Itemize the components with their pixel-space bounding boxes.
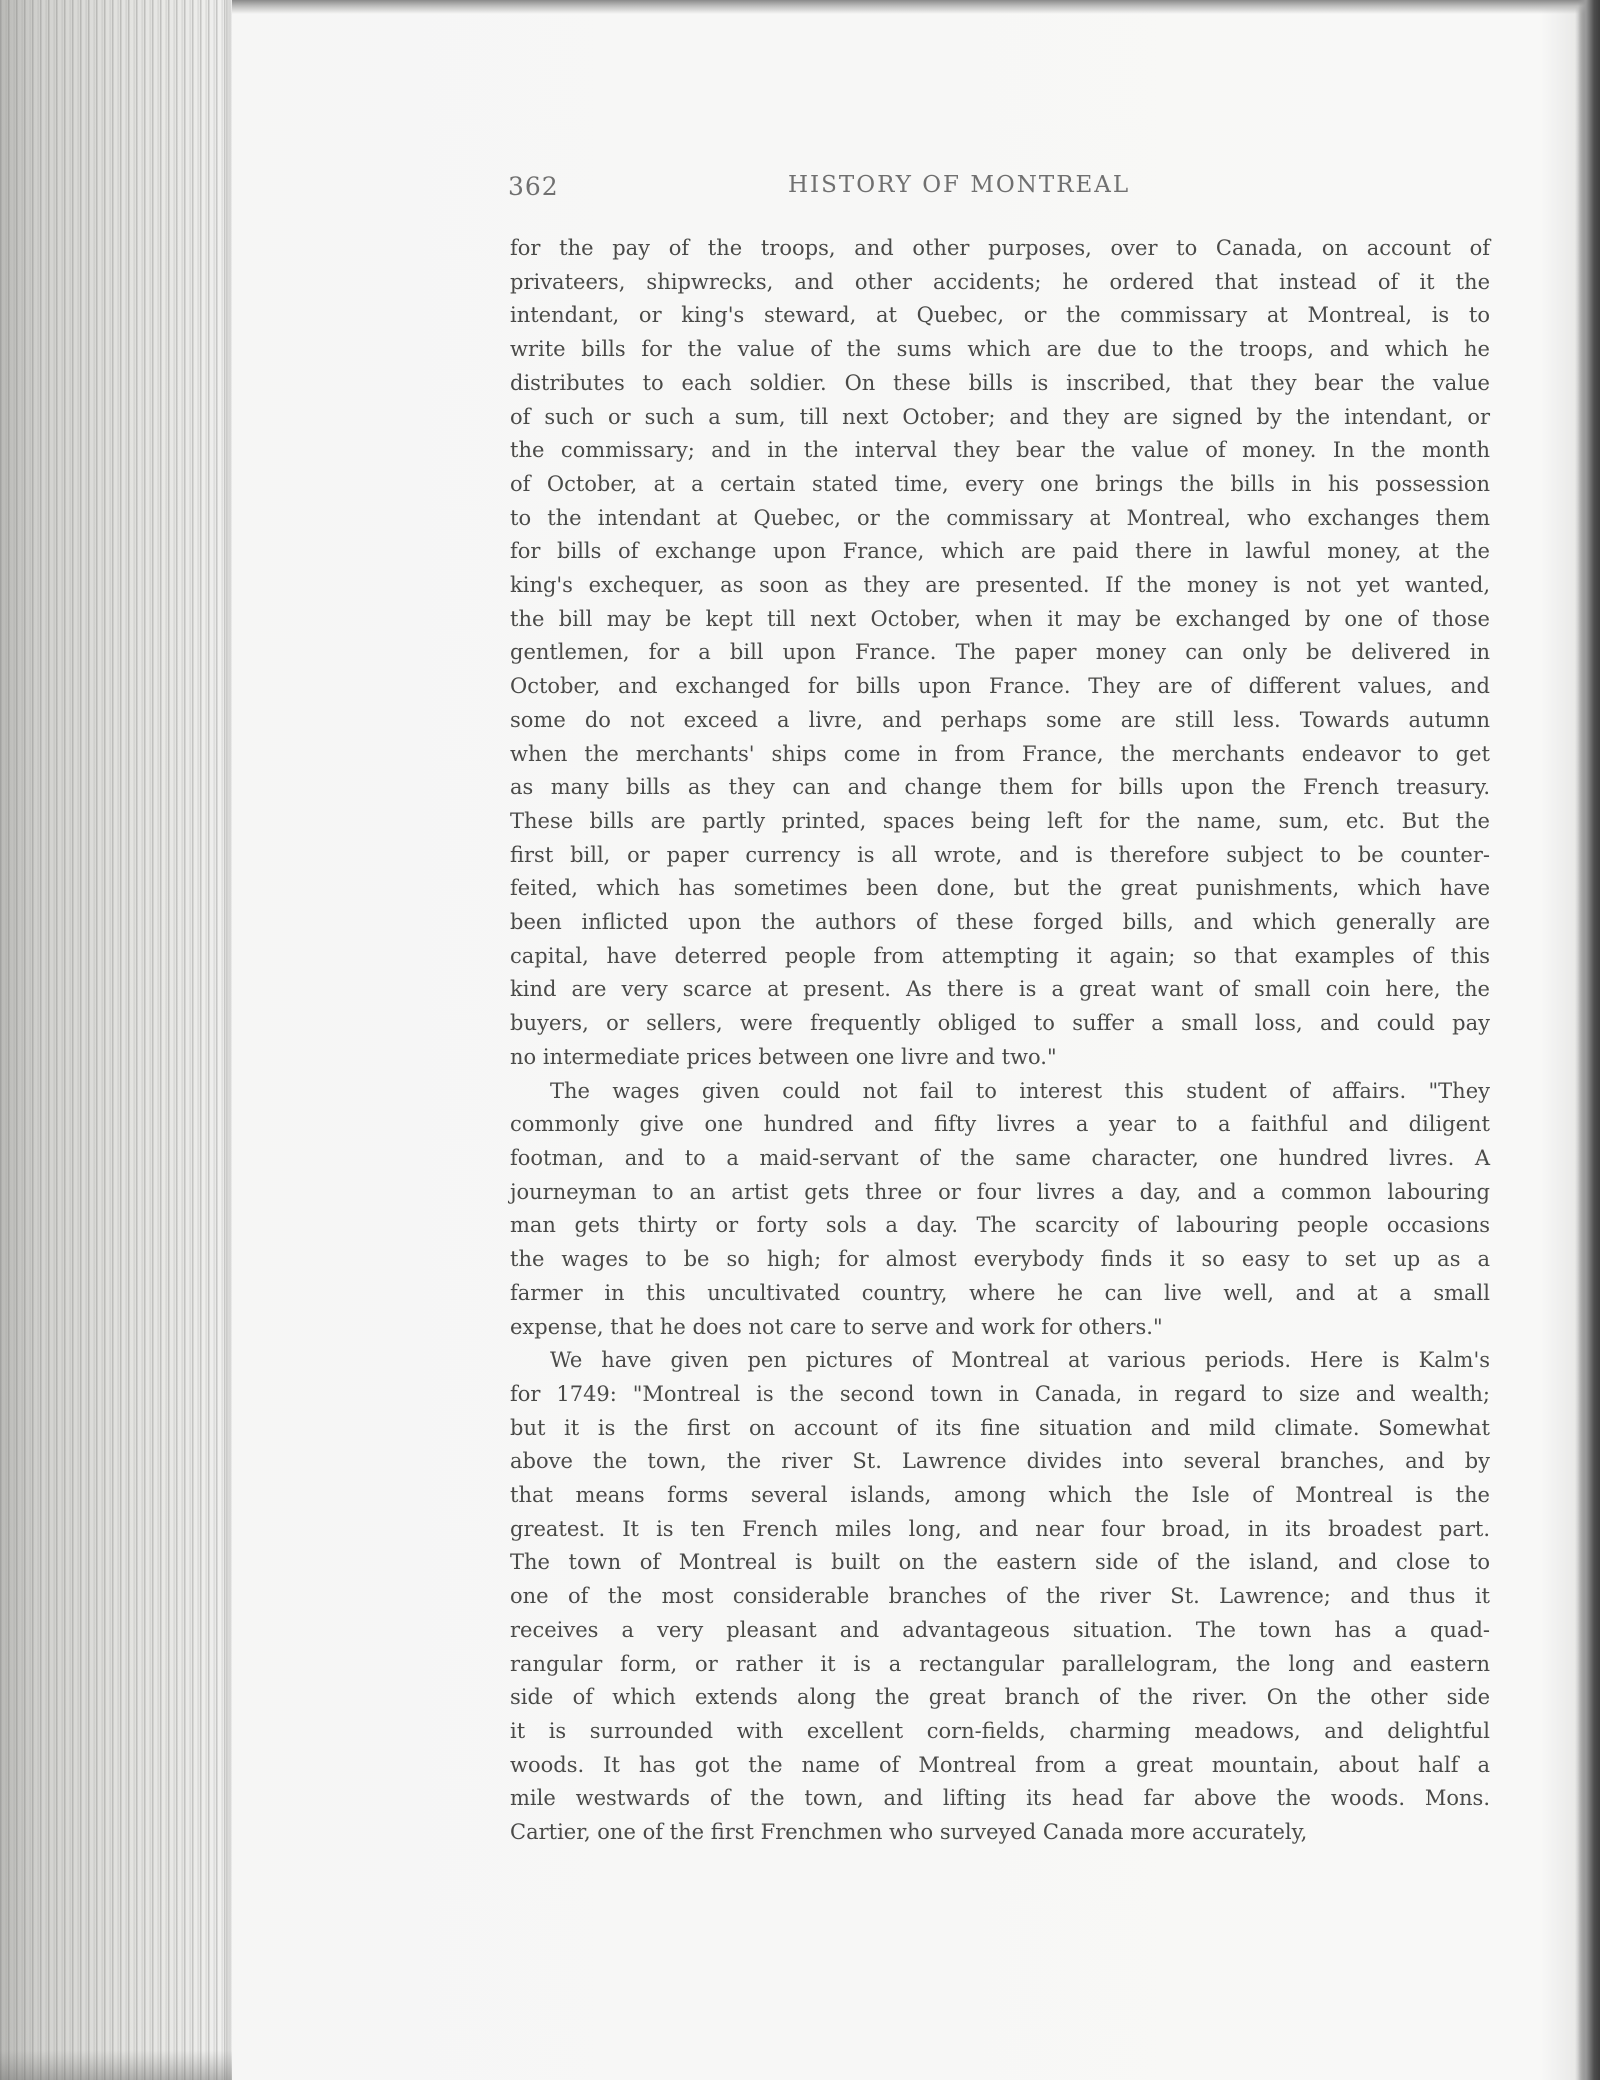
text-line: of such or such a sum, till next October; and they are signed by the intendant, or — [510, 404, 1490, 429]
text-line: above the town, the river St. Lawrence divides into several branches, and by — [510, 1449, 1490, 1474]
text-line: the bill may be kept till next October, when it may be exchanged by one of those — [510, 606, 1490, 631]
text-line: for the pay of the troops, and other purposes, over to Canada, on account of — [510, 236, 1490, 260]
scan-top-shadow — [0, 0, 1600, 14]
text-line: distributes to each soldier. On these bills is inscribed, that they bear the value — [510, 370, 1490, 395]
text-line: for bills of exchange upon France, which are paid there in lawful money, at the — [510, 539, 1490, 564]
text-line: no intermediate prices between one livre and two." — [510, 1044, 1057, 1069]
text-line: side of which extends along the great branch of the river. On the other side — [510, 1685, 1490, 1710]
text-line: gentlemen, for a bill upon France. The paper money can only be delivered in — [510, 640, 1490, 665]
running-title: HISTORY OF MONTREAL — [788, 172, 1131, 198]
text-line: king's exchequer, as soon as they are presented. If the money is not yet wanted, — [510, 573, 1490, 598]
text-line: rangular form, or rather it is a rectangular parallelogram, the long and eastern — [510, 1651, 1490, 1676]
text-line: expense, that he does not care to serve and work for others." — [510, 1314, 1163, 1339]
text-line: as many bills as they can and change them for bills upon the French treasury. — [510, 775, 1490, 800]
text-line: capital, have deterred people from attempting it again; so that examples of this — [510, 943, 1490, 968]
page-edges-bottom-shade — [0, 2050, 232, 2080]
text-line: to the intendant at Quebec, or the commissary at Montreal, who exchanges them — [510, 505, 1490, 530]
body-text — [510, 232, 1490, 1850]
text-line: The wages given could not fail to interest this student of affairs. "They — [550, 1078, 1490, 1103]
text-line: We have given pen pictures of Montreal at various periods. Here is Kalm's — [550, 1348, 1490, 1373]
text-line: woods. It has got the name of Montreal from a great mountain, about half a — [510, 1752, 1490, 1777]
text-line: intendant, or king's steward, at Quebec, or the commissary at Montreal, is to — [510, 303, 1490, 328]
text-line: of October, at a certain stated time, every one brings the bills in his possession — [510, 471, 1490, 496]
text-line: the commissary; and in the interval they bear the value of money. In the month — [510, 438, 1490, 463]
text-line: write bills for the value of the sums which are due to the troops, and which he — [510, 337, 1490, 362]
text-line: buyers, or sellers, were frequently obliged to suffer a small loss, and could pay — [510, 1011, 1490, 1036]
text-line: feited, which has sometimes been done, but the great punishments, which have — [510, 876, 1490, 901]
text-line: farmer in this uncultivated country, where he can live well, and at a small — [510, 1280, 1490, 1305]
text-line: footman, and to a maid-servant of the same character, one hundred livres. A — [510, 1145, 1490, 1170]
page-header — [508, 168, 1488, 208]
text-line: October, and exchanged for bills upon France. They are of different values, and — [510, 674, 1490, 699]
text-line: some do not exceed a livre, and perhaps some are still less. Towards autumn — [510, 707, 1490, 732]
text-line: receives a very pleasant and advantageous situation. The town has a quad- — [510, 1617, 1490, 1642]
text-line: privateers, shipwrecks, and other accidents; he ordered that instead of it the — [510, 269, 1490, 294]
text-line: journeyman to an artist gets three or four livres a day, and a common labouring — [510, 1179, 1490, 1204]
text-line: first bill, or paper currency is all wrote, and is therefore subject to be counter- — [510, 842, 1490, 867]
text-line: The town of Montreal is built on the eastern side of the island, and close to — [510, 1550, 1490, 1575]
book-spine-shadow — [1578, 0, 1600, 2080]
text-line: it is surrounded with excellent corn-fields, charming meadows, and delightful — [510, 1718, 1490, 1743]
text-line: but it is the first on account of its fine situation and mild climate. Somewhat — [510, 1415, 1490, 1440]
text-line: mile westwards of the town, and lifting its head far above the woods. Mons. — [510, 1786, 1490, 1811]
text-line: when the merchants' ships come in from France, the merchants endeavor to get — [510, 741, 1490, 766]
text-line: man gets thirty or forty sols a day. The scarcity of labouring people occasions — [510, 1213, 1490, 1238]
text-line: been inflicted upon the authors of these forged bills, and which generally are — [510, 910, 1490, 935]
text-line: the wages to be so high; for almost everybody finds it so easy to set up as a — [510, 1247, 1490, 1272]
text-line: kind are very scarce at present. As there is a great want of small coin here, the — [510, 977, 1490, 1002]
text-line: Cartier, one of the first Frenchmen who surveyed Canada more accurately, — [510, 1820, 1308, 1845]
text-line: one of the most considerable branches of the river St. Lawrence; and thus it — [510, 1584, 1490, 1609]
text-line: that means forms several islands, among which the Isle of Montreal is the — [510, 1483, 1490, 1508]
text-line: for 1749: "Montreal is the second town in Canada, in regard to size and wealth; — [510, 1381, 1490, 1406]
page-number: 362 — [508, 172, 559, 201]
text-line: commonly give one hundred and fifty livres a year to a faithful and diligent — [510, 1112, 1490, 1137]
text-line: These bills are partly printed, spaces being left for the name, sum, etc. But the — [510, 808, 1490, 833]
stacked-page-edges — [0, 0, 232, 2080]
text-line: greatest. It is ten French miles long, and near four broad, in its broadest part. — [510, 1516, 1490, 1541]
